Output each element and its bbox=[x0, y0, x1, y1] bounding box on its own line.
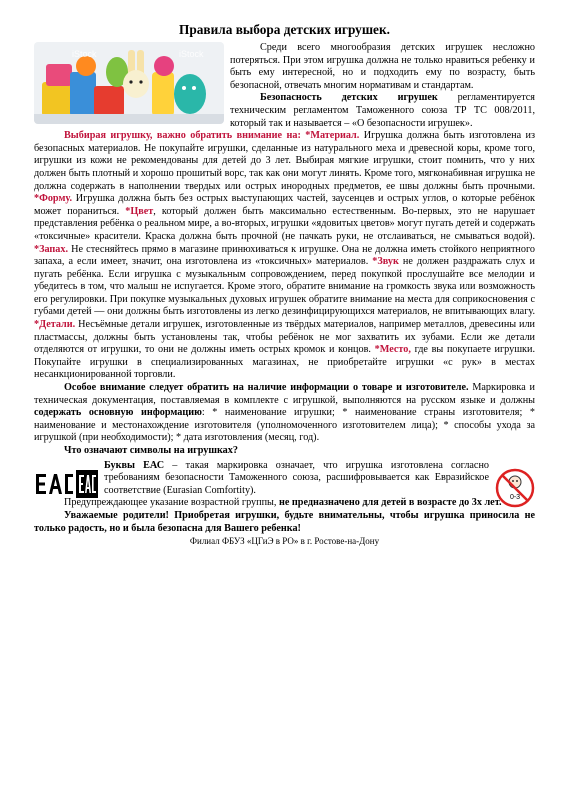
place-text: где вы покупаете игрушки. Покупайте игрушки в специализированных магазинах, не приобретайте игрушки «с рук» в местах несанкционированной торговли. bbox=[34, 344, 536, 381]
closing-paragraph: Уважаемые родители! Приобретая игрушки, будьте внимательны, чтобы игрушка приносила не только радость, но и была безопасна для Вашего ребенка! bbox=[34, 509, 535, 534]
eac-paragraph bbox=[104, 460, 489, 498]
info-bold: содержать основную информацию bbox=[34, 407, 202, 419]
details-text: Несъёмные детали игрушек, изготовленные из твёрдых материалов, например металлов, древесины или пластмассы, должны быть установлены так, чтобы ребёнок не мог захватить их зубами. Если же детали отделяются от игрушки, то они не должны иметь острых кромок и концов. bbox=[34, 319, 535, 356]
age-warning-icon bbox=[495, 468, 535, 508]
color-text: , который должен быть максимально естественным. Во-первых, это не нарушает представления ребёнка о реальном мире, а во-вторых, игрушки «ядовитых цветов» могут пугать детей и содержать «токсичные» красители. Краска должна быть прочной (не пачкать руки, не отслаиваться, не смываться водой). bbox=[34, 205, 535, 242]
place-heading: *Место, bbox=[374, 344, 411, 356]
safety-heading: Безопасность детских игрушек bbox=[260, 92, 438, 104]
footer-signature: Филиал ФБУЗ «ЦГиЭ в РО» в г. Ростове-на-Дону bbox=[189, 536, 380, 547]
sound-heading: *Звук bbox=[372, 256, 399, 268]
toys-photo bbox=[34, 42, 224, 124]
info-text: Маркировка и техническая документация, поставляемая в комплекте с игрушкой, выполняются на русском языке и должны bbox=[34, 382, 536, 406]
intro-paragraph: Среди всего многообразия детских игрушек несложно потеряться. При этом игрушка должна не только нравиться ребенку и быть ему интересной, но и подходить ему по возрасту, быть безопасной, отвечать многим нормативам и стандартам. bbox=[230, 42, 535, 91]
document-page bbox=[34, 22, 535, 547]
age-warning-bold: не предназначено для детей в возрасте до 3х лет. bbox=[278, 497, 502, 509]
age-badge-label: 0-3 bbox=[509, 493, 521, 501]
criteria-paragraph bbox=[34, 130, 535, 382]
eac-text: – такая маркировка означает, что игрушка изготовлена согласно требованиям безопасности Таможенного союза, расшифровывается как Евразийское соответствие (Eurasian Comfortity). bbox=[104, 459, 490, 496]
eac-section bbox=[34, 459, 535, 501]
safety-text: регламентируется техническим регламентом Таможенного союза ТР ТС 008/2011, который так и называется – «О безопасности игрушек». bbox=[230, 92, 535, 129]
page-title: Правила выбора детских игрушек. bbox=[179, 22, 390, 37]
symbols-heading: Что означают символы на игрушках? bbox=[64, 445, 238, 456]
info-list: : * наименование игрушки; * наименование страны изготовителя; * наименование и местонахождение изготовителя (уполномоченного изготовителем лица); * способы ухода за игрушкой (при необходимости); * дата изготовления (месяц, год). bbox=[34, 407, 535, 444]
form-text: Игрушка должна быть без острых выступающих частей, заусенцев и острых углов, о которые ребёнок может пораниться. bbox=[34, 193, 535, 217]
eac-heading: Буквы ЕАС bbox=[104, 459, 165, 471]
info-paragraph bbox=[34, 382, 535, 445]
age-warning-text: Предупреждающее указание возрастной группы, bbox=[64, 497, 279, 509]
material-heading: *Материал. bbox=[300, 130, 360, 142]
choose-heading: Выбирая игрушку, важно обратить внимание на: bbox=[64, 130, 301, 142]
smell-text: Не стесняйтесь прямо в магазине принюхиваться к игрушке. Она не должна иметь стойкого неприятного запаха, а если имеет, значит, она изготовлена из «токсичных» материалов. bbox=[34, 243, 535, 268]
details-heading: *Детали. bbox=[34, 319, 76, 331]
eac-logo-icon bbox=[36, 468, 98, 500]
sound-text: не должен раздражать слух и пугать ребёнка. Если игрушка с музыкальным сопровождением, перед покупкой прослушайте все мелодии и убедитесь в том, что малыш не испугается. Кроме этого, обратите внимание на громкость звука или возможность его регулировки. При покупке музыкальных духовых игрушек обратите внимание на места для соприкосновения с губами детей — они должны быть изготовлены из легко дезинфицирующихся материалов, не впитывающих влагу. bbox=[34, 256, 535, 318]
smell-heading: *Запах. bbox=[34, 243, 69, 255]
istock-watermark: iStock bbox=[179, 49, 204, 59]
color-heading: *Цвет bbox=[125, 205, 154, 217]
age-warning-paragraph bbox=[34, 497, 535, 510]
material-text: Игрушка должна быть изготовлена из безопасных материалов. Не покупайте игрушки, сделанные из натурального меха и древесной коры, кроме того, игрушки из кожи не рекомендованы для детей до 3 лет. Выбирая мягкие игрушки, стоит помнить, что у них должен быть плотный и хорошо прошитый ворс, так как они могут линять. Кроме того, мягконабивная игрушка не должна содержать в наполнении твердых или острых инородных предметов, ее швы должны быть прочными. bbox=[34, 130, 535, 192]
istock-watermark: iStock bbox=[72, 49, 97, 59]
form-heading: *Форму. bbox=[34, 193, 73, 205]
info-heading: Особое внимание следует обратить на наличие информации о товаре и изготовителе. bbox=[64, 382, 469, 394]
